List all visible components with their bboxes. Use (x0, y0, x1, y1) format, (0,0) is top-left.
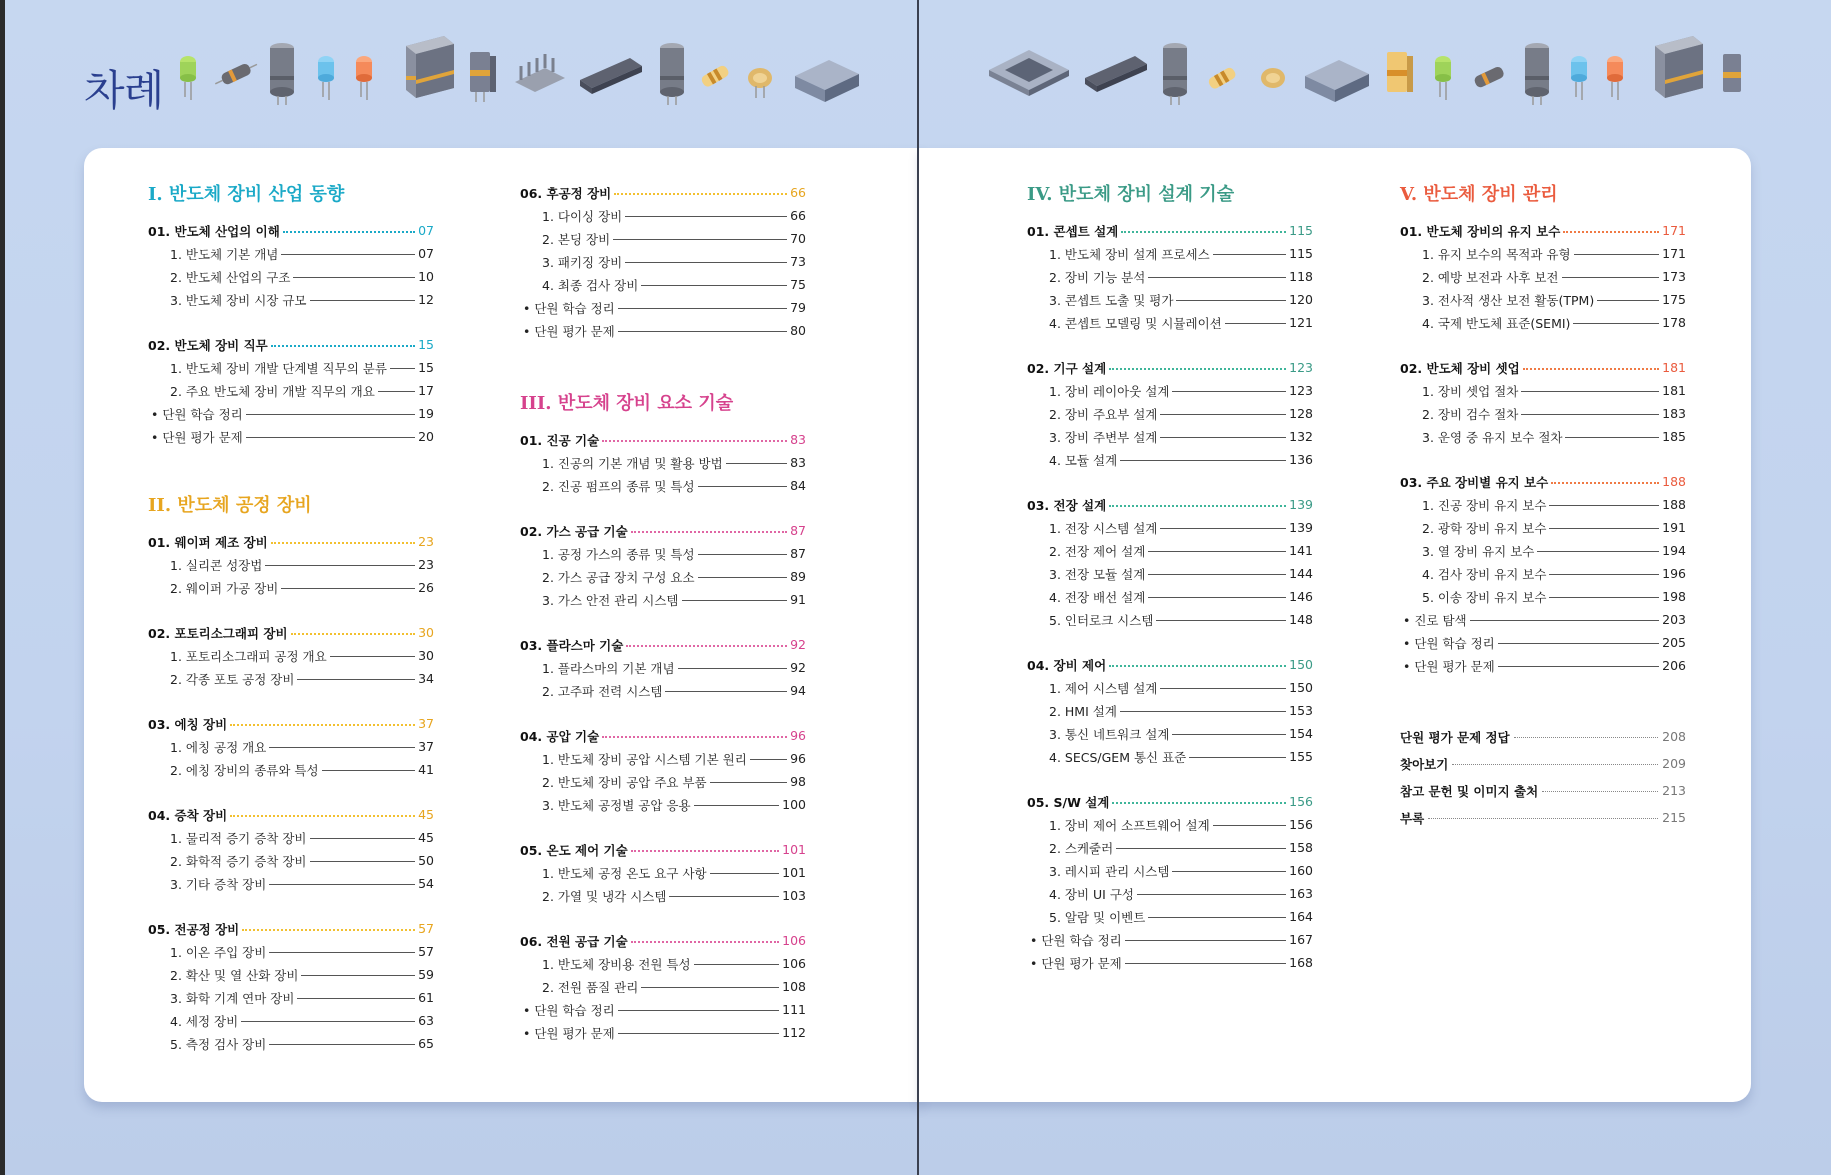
toc-section-row[interactable]: 05. 전공정 장비 57 (148, 921, 434, 937)
toc-subsection-row[interactable]: 2. 전원 품질 관리 108 (542, 979, 806, 995)
toc-column-4 (1400, 183, 1686, 831)
toc-subsection-row[interactable]: 1. 전장 시스템 설계 139 (1049, 520, 1313, 536)
toc-unit-row[interactable]: • 단원 학습 정리 167 (1030, 932, 1313, 948)
toc-section-row[interactable]: 03. 전장 설계 139 (1027, 497, 1313, 513)
toc-unit-row[interactable]: • 단원 학습 정리 205 (1403, 635, 1686, 651)
toc-column-2 (520, 181, 806, 1044)
toc-subsection-row[interactable]: 1. 장비 셋업 절차 181 (1422, 383, 1686, 399)
green-led-icon (1435, 56, 1451, 100)
toc-subsection-row[interactable]: 3. 반도체 공정별 공압 응용 100 (542, 797, 806, 813)
toc-unit-row[interactable]: • 단원 평가 문제 80 (523, 323, 806, 339)
toc-section-row[interactable]: 01. 콘셉트 설계 115 (1027, 223, 1313, 239)
toc-subsection-row[interactable]: 4. 장비 UI 구성 163 (1049, 886, 1313, 902)
toc-subsection-row[interactable]: 1. 플라스마의 기본 개념 92 (542, 660, 806, 676)
toc-section-row[interactable]: 01. 반도체 산업의 이해 07 (148, 223, 434, 239)
toc-subsection-row[interactable]: 2. 웨이퍼 가공 장비 26 (170, 580, 434, 596)
end-matter-row[interactable]: 부록 215 (1400, 810, 1686, 826)
connector-box-icon (795, 60, 859, 102)
toc-subsection-row[interactable]: 1. 물리적 증기 증착 장비 45 (170, 830, 434, 846)
large-capacitor-icon (1655, 36, 1703, 98)
toc-subsection-row[interactable]: 2. 광학 장비 유지 보수 191 (1422, 520, 1686, 536)
toc-section-row[interactable]: 04. 장비 제어 150 (1027, 657, 1313, 673)
toc-section-row[interactable]: 03. 에칭 장비 37 (148, 716, 434, 732)
toc-subsection-row[interactable]: 5. 인터로크 시스템 148 (1049, 612, 1313, 628)
chapter-5-title: V. 반도체 장비 관리 (1400, 184, 1558, 205)
toc-subsection-row[interactable]: 1. 이온 주입 장비 57 (170, 944, 434, 960)
toc-subsection-row[interactable]: 1. 제어 시스템 설계 150 (1049, 680, 1313, 696)
toc-subsection-row[interactable]: 3. 운영 중 유지 보수 절차 185 (1422, 429, 1686, 445)
toc-subsection-row[interactable]: 2. 스케줄러 158 (1049, 840, 1313, 856)
toc-unit-row[interactable]: • 진로 탐색 203 (1403, 612, 1686, 628)
toc-section-row[interactable]: 01. 진공 기술 83 (520, 432, 806, 448)
toc-unit-row[interactable]: • 단원 평가 문제 112 (523, 1025, 806, 1041)
toc-subsection-row[interactable]: 3. 전장 모듈 설계 144 (1049, 566, 1313, 582)
toc-section-row[interactable]: 04. 공압 기술 96 (520, 728, 806, 744)
capacitor-icon (270, 43, 294, 105)
toc-subsection-row[interactable]: 1. 실리콘 성장법 23 (170, 557, 434, 573)
toc-section-row[interactable]: 02. 기구 설계 123 (1027, 360, 1313, 376)
resistor-icon (1473, 65, 1505, 89)
toc-unit-row[interactable]: • 단원 평가 문제 168 (1030, 955, 1313, 971)
toc-subsection-row[interactable]: 1. 반도체 장비 설계 프로세스 115 (1049, 246, 1313, 262)
end-matter-row[interactable]: 참고 문헌 및 이미지 출처 213 (1400, 783, 1686, 799)
toc-subsection-row[interactable]: 4. 최종 검사 장비 75 (542, 277, 806, 293)
inductor-icon (700, 64, 730, 88)
blue-led-icon (1571, 56, 1587, 100)
toc-subsection-row[interactable]: 3. 장비 주변부 설계 132 (1049, 429, 1313, 445)
ic-chip-icon (1085, 56, 1147, 92)
toc-section-row[interactable]: 01. 반도체 장비의 유지 보수 171 (1400, 223, 1686, 239)
large-capacitor-icon (406, 36, 454, 98)
inductor-icon (1207, 66, 1237, 90)
toc-subsection-row[interactable]: 2. 화학적 증기 증착 장비 50 (170, 853, 434, 869)
right-component-strip (985, 30, 1755, 105)
toc-subsection-row[interactable]: 1. 진공 장비 유지 보수 188 (1422, 497, 1686, 513)
toc-subsection-row[interactable]: 5. 측정 검사 장비 65 (170, 1036, 434, 1052)
toc-subsection-row[interactable]: 2. 각종 포토 공정 장비 34 (170, 671, 434, 687)
blue-led-icon (318, 56, 334, 100)
red-led-icon (356, 56, 372, 100)
toc-section-row[interactable]: 02. 반도체 장비 직무 15 (148, 337, 434, 353)
toc-subsection-row[interactable]: 4. 세정 장비 63 (170, 1013, 434, 1029)
capacitor-icon (1525, 43, 1549, 105)
toc-unit-row[interactable]: • 단원 평가 문제 206 (1403, 658, 1686, 674)
toc-subsection-row[interactable]: 3. 콘셉트 도출 및 평가 120 (1049, 292, 1313, 308)
connector-box-icon (1305, 60, 1369, 102)
toc-section-row[interactable]: 02. 포토리소그래피 장비 30 (148, 625, 434, 641)
toc-subsection-row[interactable]: 1. 포토리소그래피 공정 개요 30 (170, 648, 434, 664)
toc-subsection-row[interactable]: 1. 반도체 기본 개념 07 (170, 246, 434, 262)
toc-subsection-row[interactable]: 1. 반도체 공정 온도 요구 사항 101 (542, 865, 806, 881)
toc-unit-row[interactable]: • 단원 학습 정리 111 (523, 1002, 806, 1018)
toc-subsection-row[interactable]: 1. 에칭 공정 개요 37 (170, 739, 434, 755)
toc-subsection-row[interactable]: 1. 진공의 기본 개념 및 활용 방법 83 (542, 455, 806, 471)
toc-subsection-row[interactable]: 2. 진공 펌프의 종류 및 특성 84 (542, 478, 806, 494)
relay-icon (1723, 54, 1741, 92)
resistor-icon (213, 59, 260, 89)
disc-capacitor-icon (1261, 68, 1285, 88)
page-title: 차례 (84, 66, 164, 115)
toc-subsection-row[interactable]: 4. 검사 장비 유지 보수 196 (1422, 566, 1686, 582)
toc-subsection-row[interactable]: 2. 주요 반도체 장비 개발 직무의 개요 17 (170, 383, 434, 399)
toc-section-row[interactable]: 02. 반도체 장비 셋업 181 (1400, 360, 1686, 376)
end-matter-row[interactable]: 찾아보기 209 (1400, 756, 1686, 772)
toc-subsection-row[interactable]: 2. 반도체 산업의 구조 10 (170, 269, 434, 285)
toc-section-row[interactable]: 03. 주요 장비별 유지 보수 188 (1400, 474, 1686, 490)
toc-subsection-row[interactable]: 1. 장비 제어 소프트웨어 설계 156 (1049, 817, 1313, 833)
toc-subsection-row[interactable]: 2. 장비 주요부 설계 128 (1049, 406, 1313, 422)
toc-subsection-row[interactable]: 4. SECS/GEM 통신 표준 155 (1049, 749, 1313, 765)
toc-subsection-row[interactable]: 2. 가스 공급 장치 구성 요소 89 (542, 569, 806, 585)
toc-subsection-row[interactable]: 2. 전장 제어 설계 141 (1049, 543, 1313, 559)
ic-chip-icon (580, 58, 642, 94)
green-led-icon (180, 56, 196, 100)
toc-subsection-row[interactable]: 2. 확산 및 열 산화 장비 59 (170, 967, 434, 983)
toc-subsection-row[interactable]: 1. 반도체 장비 개발 단계별 직무의 분류 15 (170, 360, 434, 376)
toc-subsection-row[interactable]: 1. 장비 레이아웃 설계 123 (1049, 383, 1313, 399)
toc-subsection-row[interactable]: 2. 가열 및 냉각 시스템 103 (542, 888, 806, 904)
relay-icon (1387, 52, 1413, 92)
toc-unit-row[interactable]: • 단원 학습 정리 79 (523, 300, 806, 316)
toc-section-row[interactable]: 06. 후공정 장비 66 (520, 185, 806, 201)
toc-subsection-row[interactable]: 3. 기타 증착 장비 54 (170, 876, 434, 892)
toc-subsection-row[interactable]: 1. 유지 보수의 목적과 유형 171 (1422, 246, 1686, 262)
toc-subsection-row[interactable]: 4. 국제 반도체 표준(SEMI) 178 (1422, 315, 1686, 331)
capacitor-icon (1163, 43, 1187, 105)
red-led-icon (1607, 56, 1623, 100)
chapter-1-title: I. 반도체 장비 산업 동향 (148, 184, 345, 205)
toc-subsection-row[interactable]: 2. 장비 검수 절차 183 (1422, 406, 1686, 422)
toc-subsection-row[interactable]: 2. 에칭 장비의 종류와 특성 41 (170, 762, 434, 778)
toc-section-row[interactable]: 05. S/W 설계 156 (1027, 794, 1313, 810)
toc-subsection-row[interactable]: 3. 전사적 생산 보전 활동(TPM) 175 (1422, 292, 1686, 308)
toc-section-row[interactable]: 02. 가스 공급 기술 87 (520, 523, 806, 539)
toc-subsection-row[interactable]: 3. 열 장비 유지 보수 194 (1422, 543, 1686, 559)
toc-subsection-row[interactable]: 3. 패키징 장비 73 (542, 254, 806, 270)
toc-section-row[interactable]: 05. 온도 제어 기술 101 (520, 842, 806, 858)
capacitor-icon (660, 43, 684, 105)
toc-subsection-row[interactable]: 1. 공정 가스의 종류 및 특성 87 (542, 546, 806, 562)
disc-capacitor-icon (748, 68, 772, 98)
toc-subsection-row[interactable]: 4. 전장 배선 설계 146 (1049, 589, 1313, 605)
chapter-2-title: II. 반도체 공정 장비 (148, 495, 312, 516)
book-spine (917, 0, 919, 1175)
toc-subsection-row[interactable]: 4. 콘셉트 모델링 및 시뮬레이션 121 (1049, 315, 1313, 331)
toc-subsection-row[interactable]: 3. 가스 안전 관리 시스템 91 (542, 592, 806, 608)
toc-subsection-row[interactable]: 2. 반도체 장비 공압 주요 부품 98 (542, 774, 806, 790)
toc-column-3 (1027, 183, 1313, 974)
toc-section-row[interactable]: 06. 전원 공급 기술 106 (520, 933, 806, 949)
toc-subsection-row[interactable]: 3. 레시피 관리 시스템 160 (1049, 863, 1313, 879)
toc-subsection-row[interactable]: 2. 장비 기능 분석 118 (1049, 269, 1313, 285)
toc-subsection-row[interactable]: 2. 예방 보전과 사후 보전 173 (1422, 269, 1686, 285)
chapter-3-title: III. 반도체 장비 요소 기술 (520, 393, 734, 414)
toc-subsection-row[interactable]: 1. 반도체 장비용 전원 특성 106 (542, 956, 806, 972)
relay-icon (470, 52, 496, 102)
left-component-strip (170, 30, 870, 105)
toc-section-row[interactable]: 01. 웨이퍼 제조 장비 23 (148, 534, 434, 550)
toc-subsection-row[interactable]: 5. 이송 장비 유지 보수 198 (1422, 589, 1686, 605)
heatsink-icon (515, 54, 565, 92)
cpu-chip-icon (989, 50, 1069, 96)
toc-section-row[interactable]: 04. 증착 장비 45 (148, 807, 434, 823)
toc-subsection-row[interactable]: 5. 알람 및 이벤트 164 (1049, 909, 1313, 925)
toc-subsection-row[interactable]: 4. 모듈 설계 136 (1049, 452, 1313, 468)
toc-unit-row[interactable]: • 단원 평가 문제 20 (151, 429, 434, 445)
toc-subsection-row[interactable]: 1. 다이싱 장비 66 (542, 208, 806, 224)
toc-subsection-row[interactable]: 3. 반도체 장비 시장 규모 12 (170, 292, 434, 308)
toc-subsection-row[interactable]: 3. 화학 기계 연마 장비 61 (170, 990, 434, 1006)
toc-unit-row[interactable]: • 단원 학습 정리 19 (151, 406, 434, 422)
toc-subsection-row[interactable]: 2. HMI 설계 153 (1049, 703, 1313, 719)
toc-column-1 (148, 183, 434, 1055)
toc-subsection-row[interactable]: 2. 고주파 전력 시스템 94 (542, 683, 806, 699)
toc-section-row[interactable]: 03. 플라스마 기술 92 (520, 637, 806, 653)
toc-subsection-row[interactable]: 3. 통신 네트워크 설계 154 (1049, 726, 1313, 742)
toc-subsection-row[interactable]: 1. 반도체 장비 공압 시스템 기본 원리 96 (542, 751, 806, 767)
end-matter-row[interactable]: 단원 평가 문제 정답 208 (1400, 729, 1686, 745)
spine-shadow (0, 0, 5, 1175)
chapter-4-title: IV. 반도체 장비 설계 기술 (1027, 184, 1235, 205)
toc-subsection-row[interactable]: 2. 본딩 장비 70 (542, 231, 806, 247)
